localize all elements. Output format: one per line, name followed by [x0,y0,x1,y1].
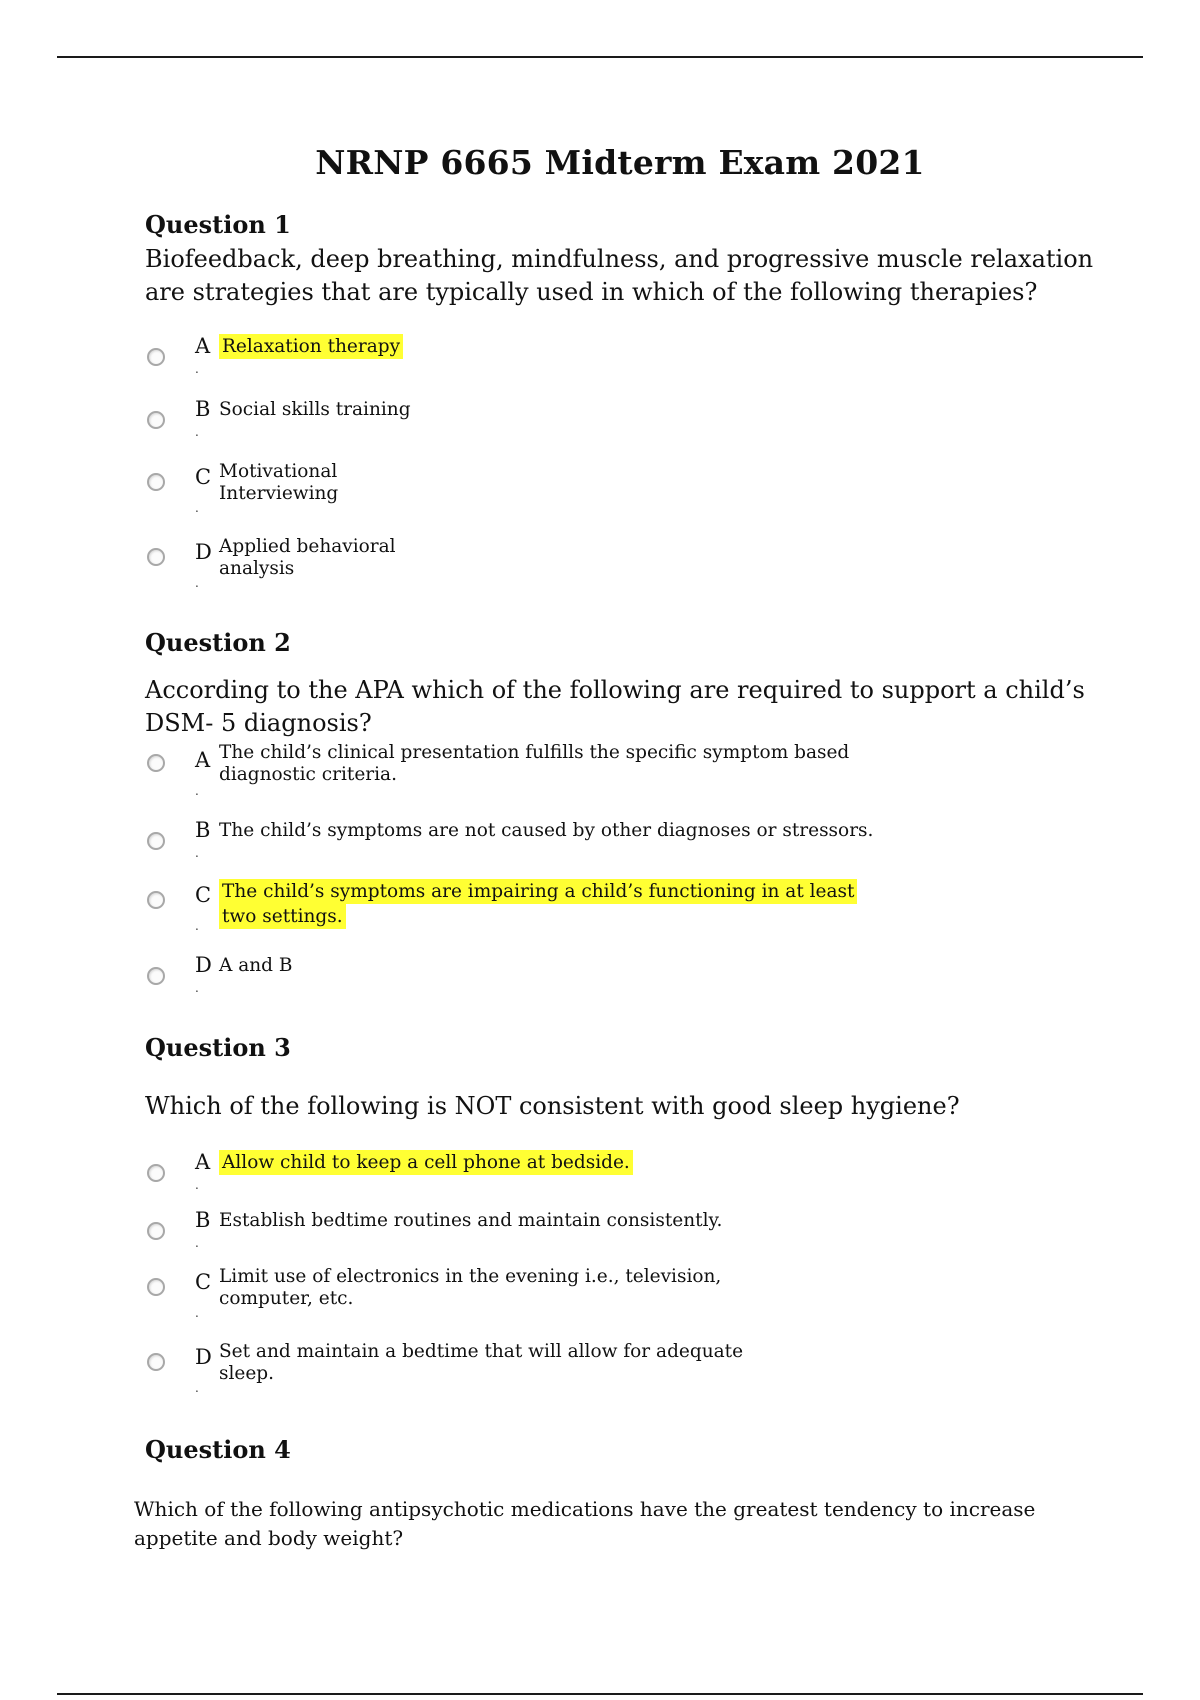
option-dot: . [195,425,199,439]
option-dot: . [195,501,199,515]
option-dot: . [195,1306,199,1320]
question-3-option-a[interactable] [145,1150,1045,1206]
option-letter: A [195,748,211,772]
radio-button[interactable] [147,1164,165,1182]
option-text: Allow child to keep a cell phone at bedside. [219,1150,633,1175]
question-1-heading: Question 1 [145,210,291,239]
question-2-option-c[interactable] [145,877,1045,933]
option-letter: D [195,1345,212,1369]
question-1-option-a[interactable] [145,334,1045,390]
radio-button[interactable] [147,411,165,429]
option-dot: . [195,919,199,933]
option-letter: D [195,953,212,977]
option-letter: B [195,1208,211,1232]
option-text: Establish bedtime routines and maintain consistently. [219,1210,723,1231]
option-dot: . [195,1236,199,1250]
bottom-rule [57,1693,1143,1695]
question-1-text: Biofeedback, deep breathing, mindfulness, and progressive muscle relaxation are strategies that are typically used in which of the following therapies? [145,245,1094,306]
option-dot: . [195,1178,199,1192]
option-text: Social skills training [219,399,411,420]
question-3-option-d[interactable] [145,1339,1045,1395]
option-letter: B [195,818,211,842]
option-dot: . [195,846,199,860]
option-letter: B [195,397,211,421]
option-text: A and B [219,955,293,976]
question-4-heading: Question 4 [145,1435,291,1464]
option-letter: C [195,465,212,489]
option-text: The child’s symptoms are impairing a child’s functioning in at least two settings. [219,879,857,929]
question-2-option-b[interactable] [145,818,1045,874]
option-text: The child’s clinical presentation fulfills the specific symptom based diagnostic criteria. [219,742,850,785]
option-text: Limit use of electronics in the evening i.e., television, computer, etc. [219,1266,722,1309]
option-letter: D [195,540,212,564]
option-text: Applied behavioral analysis [219,536,396,579]
question-3-option-c[interactable] [145,1264,1045,1320]
option-dot: . [195,784,199,798]
option-text: The child’s symptoms are not caused by other diagnoses or stressors. [219,820,874,841]
option-letter: C [195,1270,212,1294]
option-dot: . [195,576,199,590]
question-1-option-c[interactable] [145,459,1045,515]
radio-button[interactable] [147,1278,165,1296]
question-2-option-d[interactable] [145,953,1045,1009]
radio-button[interactable] [147,348,165,366]
question-3-option-b[interactable] [145,1208,1045,1264]
question-3-text: Which of the following is NOT consistent with good sleep hygiene? [145,1092,960,1120]
option-text: Relaxation therapy [219,334,403,359]
option-letter: C [195,883,212,907]
question-1-option-b[interactable] [145,397,1045,453]
option-text: Motivational Interviewing [219,461,339,504]
question-2-text: According to the APA which of the following are required to support a child’s DSM- 5 diagnosis? [145,676,1085,737]
question-1-option-d[interactable] [145,534,1045,590]
option-text: Set and maintain a bedtime that will allow for adequate sleep. [219,1341,744,1384]
option-dot: . [195,1381,199,1395]
option-dot: . [195,362,199,376]
radio-button[interactable] [147,891,165,909]
radio-button[interactable] [147,473,165,491]
question-2-option-a[interactable] [145,740,1045,796]
option-letter: A [195,1150,211,1174]
radio-button[interactable] [147,1353,165,1371]
question-4-text: Which of the following antipsychotic medications have the greatest tendency to increase appetite and body weight? [134,1497,1036,1550]
radio-button[interactable] [147,548,165,566]
top-rule [57,56,1143,58]
radio-button[interactable] [147,967,165,985]
question-3-heading: Question 3 [145,1033,291,1062]
question-2-heading: Question 2 [145,628,291,657]
radio-button[interactable] [147,754,165,772]
radio-button[interactable] [147,1222,165,1240]
option-letter: A [195,334,211,358]
page-title: NRNP 6665 Midterm Exam 2021 [315,143,925,182]
radio-button[interactable] [147,832,165,850]
option-dot: . [195,981,199,995]
